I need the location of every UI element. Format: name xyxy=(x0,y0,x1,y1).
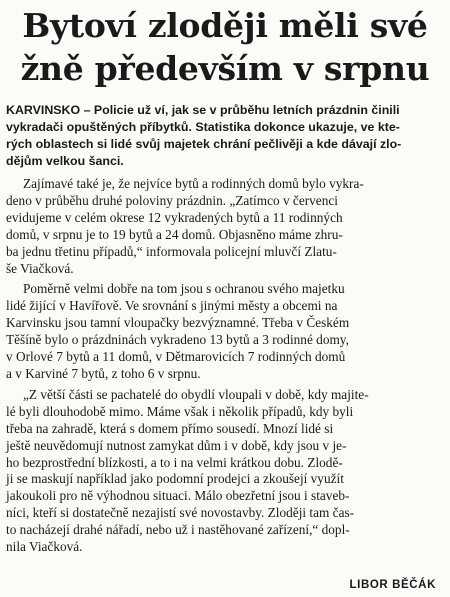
body-line: ji se maskují například jako podomní prodejci a zkoušejí využít xyxy=(6,471,344,487)
body-line: evidujeme v celém okrese 12 vykradených bytů a 11 rodinných xyxy=(6,209,343,225)
body-line: ba jednu třetinu případů,“ informovala policejní mluvčí Zlatu- xyxy=(6,243,337,259)
body-line: deno v průběhu druhé poloviny prázdnin. „Zatímco v červenci xyxy=(6,192,338,208)
lead-paragraph xyxy=(6,102,444,170)
headline-line-1: Bytoví zloději měli své xyxy=(22,6,428,45)
body-line: Těšíně bylo o prázdninách vykradeno 13 bytů a 3 rodinné domy, xyxy=(6,332,349,348)
body-paragraph-3 xyxy=(6,387,444,556)
body-line: jakoukoli pro ně výhodnou situaci. Málo obezřetní jsou i staveb- xyxy=(6,488,350,504)
body-line: lé byli dlouhodobě mimo. Máme však i několik případů, kdy byli xyxy=(6,403,354,419)
lead-line: dějům velkou šanci. xyxy=(6,154,124,168)
body-line: ho bezprostřední blízkosti, a to i na velmi krátkou dobu. Zlodě- xyxy=(6,454,343,470)
body-line: lidé žijící v Havířově. Ve srovnání s jinými městy a obcemi na xyxy=(6,298,338,314)
body-paragraph-1 xyxy=(6,176,444,277)
headline-line-2: žně především v srpnu xyxy=(20,49,430,88)
body-line: ještě neuvědomují nutnost zamykat dům i v době, kdy jsou v je- xyxy=(6,437,347,453)
body-paragraph-2 xyxy=(6,281,444,382)
lead-line: KARVINSKO – Policie už ví, jak se v průběhu letních prázdnin činili xyxy=(6,103,400,117)
body-line: v Orlové 7 bytů a 11 domů, v Dětmarovicích 7 rodinných domů xyxy=(6,349,346,365)
body-line: Karvinsku jsou tamní vloupačky bezvýznamné. Třeba v Českém xyxy=(6,315,350,331)
lead-line: vykradači opuštěných příbytků. Statistika dokonce ukazuje, ve kte- xyxy=(6,120,400,134)
lead-line: rých oblastech si lidé svůj majetek chrání pečlivěji a kde dávají zlo- xyxy=(6,137,402,151)
body-line: še Viačková. xyxy=(6,260,74,276)
body-line: domů, v srpnu je to 19 bytů a 24 domů. Objasněno máme zhru- xyxy=(6,226,343,242)
body-line: nila Viačková. xyxy=(6,539,83,555)
headline xyxy=(6,4,444,90)
article-body xyxy=(6,176,444,556)
author-byline: LIBOR BĚČÁK xyxy=(349,579,436,591)
body-line: Zajímavé také je, že nejvíce bytů a rodinných domů bylo vykra- xyxy=(23,176,364,191)
body-line: níci, kteří si dostatečně nezajistí své novostavby. Zloději tam čas- xyxy=(6,505,355,521)
body-line: třeba na zahradě, která s domem přímo sousedí. Mnozí lidé si xyxy=(6,420,334,436)
body-line: Poměrně velmi dobře na tom jsou s ochranou svého majetku xyxy=(23,281,345,297)
body-line: „Z větší části se pachatelé do obydlí vloupali v době, kdy majite- xyxy=(23,386,369,402)
body-line: to nacházejí drahé nářadí, nebo už i nastěhované zařízení,“ dopl- xyxy=(6,522,350,538)
body-line: a v Karviné 7 bytů, z toho 6 v srpnu. xyxy=(6,365,201,381)
